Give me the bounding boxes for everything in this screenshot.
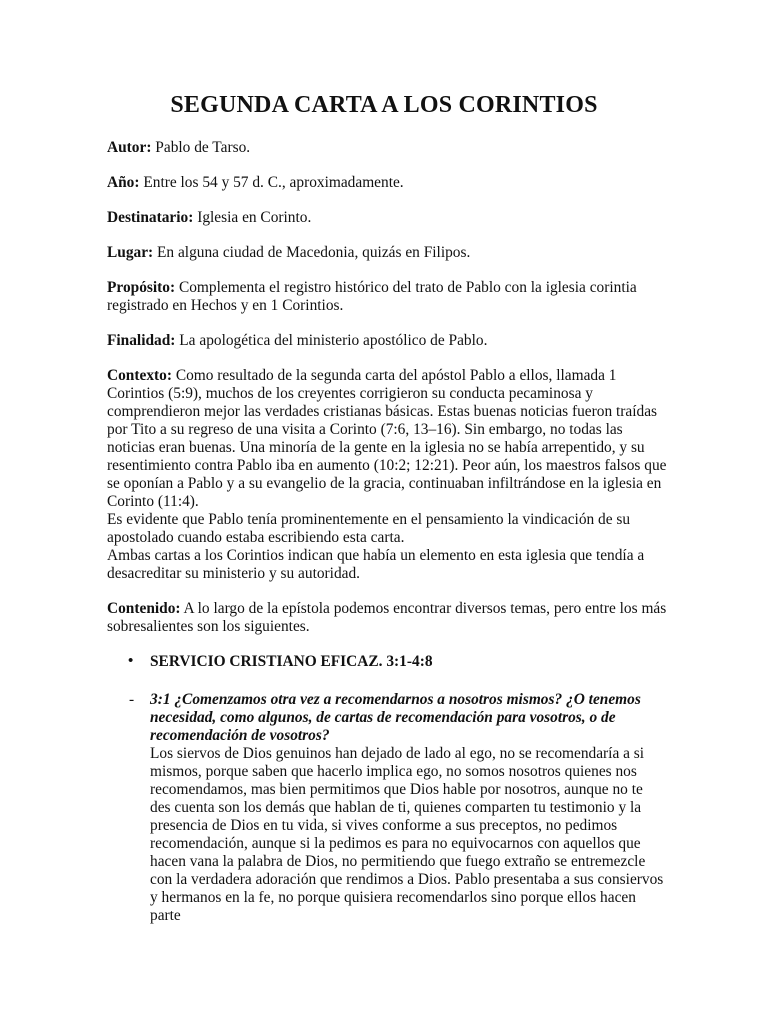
field-label: Destinatario: [107, 209, 194, 226]
field-lugar [107, 244, 667, 262]
field-value: En alguna ciudad de Macedonia, quizás en Filipos. [153, 244, 471, 261]
contexto-paragraph [107, 367, 667, 511]
list-item [128, 653, 667, 671]
field-value: Entre los 54 y 57 d. C., aproximadamente. [139, 174, 404, 191]
field-destinatario [107, 209, 667, 227]
field-autor [107, 139, 667, 157]
field-proposito [107, 279, 667, 315]
document-title: SEGUNDA CARTA A LOS CORINTIOS [170, 92, 598, 118]
contexto-paragraph-2: Es evidente que Pablo tenía prominentemente en el pensamiento la vindicación de su apostolado cuando estaba escribiendo esta carta. [107, 511, 631, 546]
field-label: Año: [107, 174, 140, 191]
bullet-marker: • [128, 653, 134, 669]
contexto-paragraph-3: Ambas cartas a los Corintios indican que había un elemento en esta iglesia que tendía a desacreditar su ministerio y su autoridad. [107, 547, 645, 582]
field-value: Complementa el registro histórico del trato de Pablo con la iglesia corintia registrado en Hechos y en 1 Corintios. [107, 279, 637, 314]
field-label: Contexto: [107, 367, 172, 384]
field-label: Propósito: [107, 279, 176, 296]
verse-item [129, 691, 667, 925]
bullet-text: SERVICIO CRISTIANO EFICAZ. 3:1-4:8 [150, 653, 433, 670]
field-label: Finalidad: [107, 332, 176, 349]
field-ano [107, 174, 667, 192]
field-value: Como resultado de la segunda carta del apóstol Pablo a ellos, llamada 1 Corintios (5:9), muchos de los creyentes corrigieron su conducta pecaminosa y comprendieron mejor las verdades cristianas básicas. Estas buenas noticias fueron traídas por Tito a su regreso de una visita a Corinto (7:6, 13–16). Sin embargo, no todas las noticias eran buenas. Una minoría de la gente en la iglesia no se había arrepentido, y su resentimiento contra Pablo iba en aumento (10:2; 12:21). Peor aún, los maestros falsos que se oponían a Pablo y a su evangelio de la gracia, continuaban infiltrándose en la iglesia en Corinto (11:4). [107, 367, 667, 510]
verse-body: Los siervos de Dios genuinos han dejado de lado al ego, no se recomendaría a si mismos, porque saben que hacerlo implica ego, no somos nosotros quienes nos recomendamos, mas bien permitimos que Dios hable por nosotros, aunque no te des cuenta son los demás que hablan de ti, quienes comparten tu testimonio y la presencia de Dios en tu vida, si vives conforme a sus preceptos, no pedimos recomendación, aunque si la pedimos es para no equivocarnos con aquellos que hacen vana la palabra de Dios, no permitiendo que fuego extraño se entremezcle con la verdadera adoración que rendimos a Dios. Pablo presentaba a sus consiervos y hermanos en la fe, no porque quisiera recomendarlos sino porque ellos hacen parte [150, 745, 664, 924]
field-value: Pablo de Tarso. [151, 139, 251, 156]
verse-title: 3:1 ¿Comenzamos otra vez a recomendarnos a nosotros mismos? ¿O tenemos necesidad, como algunos, de cartas de recomendación para vosotros, o de recomendación de vosotros? [150, 691, 641, 744]
contexto-section [107, 367, 667, 583]
field-label: Autor: [107, 139, 152, 156]
field-label: Contenido: [107, 600, 181, 617]
field-value: A lo largo de la epístola podemos encontrar diversos temas, pero entre los más sobresalientes son los siguientes. [107, 600, 667, 635]
field-label: Lugar: [107, 244, 154, 261]
field-value: La apologética del ministerio apostólico de Pablo. [175, 332, 488, 349]
document-body [107, 139, 667, 925]
field-value: Iglesia en Corinto. [193, 209, 312, 226]
field-finalidad [107, 332, 667, 350]
dash-marker: - [129, 691, 135, 708]
field-contenido [107, 600, 667, 636]
